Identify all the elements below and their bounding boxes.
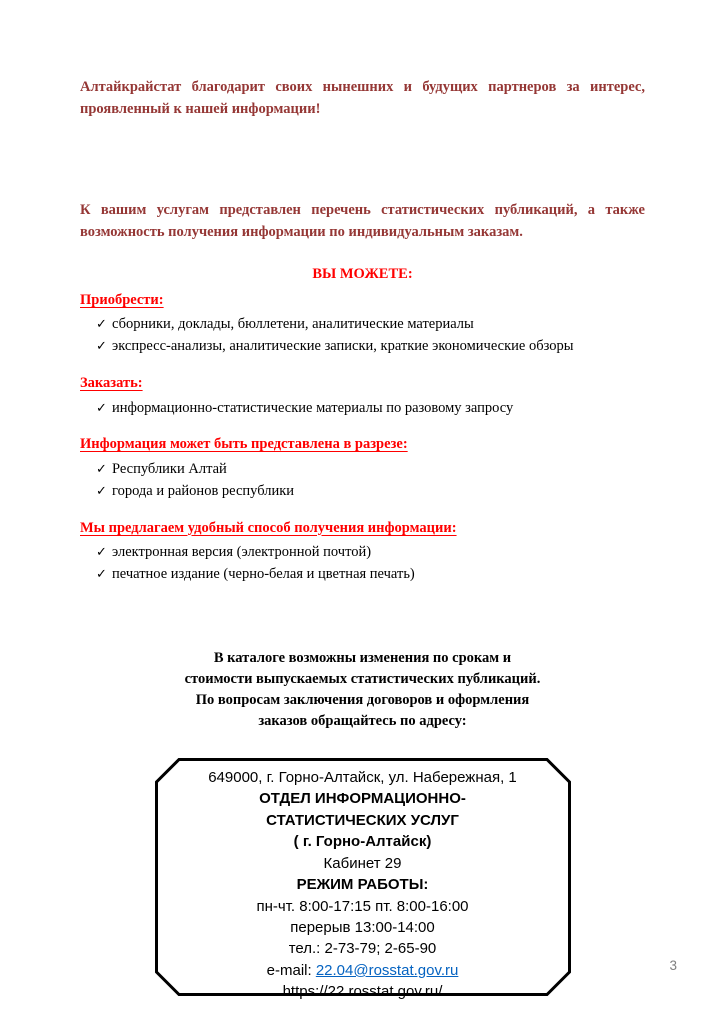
notice-line: стоимости выпускаемых статистических публикаций. bbox=[184, 670, 541, 687]
check-icon: ✓ bbox=[96, 317, 107, 333]
check-icon: ✓ bbox=[96, 483, 107, 499]
check-icon: ✓ bbox=[96, 545, 107, 561]
email-link[interactable]: 22.04@rosstat.gov.ru bbox=[315, 961, 459, 979]
list-item-text: экспресс-анализы, аналитические записки, краткие экономические обзоры bbox=[112, 338, 574, 355]
services-paragraph: К вашим услугам представлен перечень статистических публикаций, а также возможность получения информации по индивидуальным заказам. bbox=[80, 201, 645, 241]
hours-line: пн-чт. 8:00-17:15 пт. 8:00-16:00 bbox=[256, 897, 469, 915]
list-item bbox=[80, 564, 645, 586]
contact-box bbox=[155, 758, 571, 1001]
notice-line: заказов обращайтесь по адресу: bbox=[258, 712, 467, 729]
website-line: https://22.rosstat.gov.ru/ bbox=[282, 983, 443, 1001]
section-order-heading: Заказать: bbox=[80, 374, 143, 391]
list-item bbox=[80, 336, 645, 358]
notice-line: В каталоге возможны изменения по срокам и bbox=[213, 649, 512, 666]
list-item bbox=[80, 542, 645, 564]
list-item-text: информационно-статистические материалы по разовому запросу bbox=[112, 399, 514, 416]
section-purchase bbox=[80, 290, 645, 358]
check-icon: ✓ bbox=[96, 339, 107, 355]
room-line: Кабинет 29 bbox=[323, 854, 402, 872]
email-label: e-mail: bbox=[266, 961, 316, 979]
list-item-text: сборники, доклады, бюллетени, аналитические материалы bbox=[112, 316, 474, 333]
break-line: перерыв 13:00-14:00 bbox=[290, 919, 435, 936]
catalog-notice bbox=[80, 648, 645, 732]
list-item-text: Республики Алтай bbox=[112, 461, 227, 478]
department-line: СТАТИСТИЧЕСКИХ УСЛУГ bbox=[266, 811, 459, 829]
section-coverage-heading: Информация может быть представлена в разрезе: bbox=[80, 436, 408, 453]
address-line: 649000, г. Горно-Алтайск, ул. Набережная, 1 bbox=[208, 768, 517, 786]
notice-line: По вопросам заключения договоров и оформления bbox=[195, 691, 530, 708]
section-delivery bbox=[80, 518, 645, 586]
list-item-text: печатное издание (черно-белая и цветная печать) bbox=[112, 566, 415, 583]
section-coverage bbox=[80, 434, 645, 502]
city-line: ( г. Горно-Алтайск) bbox=[293, 833, 432, 851]
contact-box-content bbox=[155, 758, 571, 1003]
check-icon: ✓ bbox=[96, 462, 107, 478]
page-number: 3 bbox=[669, 958, 677, 973]
section-order bbox=[80, 373, 645, 420]
section-purchase-heading: Приобрести: bbox=[80, 291, 164, 308]
department-line: ОТДЕЛ ИНФОРМАЦИОННО- bbox=[259, 790, 466, 808]
thanks-paragraph: Алтайкрайстат благодарит своих нынешних и будущих партнеров за интерес, проявленный к нашей информации! bbox=[80, 79, 645, 118]
schedule-title: РЕЖИМ РАБОТЫ: bbox=[296, 876, 429, 894]
list-item bbox=[80, 314, 645, 336]
list-item bbox=[80, 481, 645, 503]
phone-line: тел.: 2-73-79; 2-65-90 bbox=[288, 940, 437, 958]
list-item-text: города и районов республики bbox=[112, 482, 295, 499]
list-item bbox=[80, 459, 645, 481]
you-can-title: ВЫ МОЖЕТЕ: bbox=[312, 265, 413, 282]
check-icon: ✓ bbox=[96, 400, 107, 416]
list-item-text: электронная версия (электронной почтой) bbox=[112, 544, 372, 561]
check-icon: ✓ bbox=[96, 567, 107, 583]
email-line bbox=[155, 960, 571, 981]
section-delivery-heading: Мы предлагаем удобный способ получения информации: bbox=[80, 519, 457, 536]
list-item bbox=[80, 398, 645, 420]
